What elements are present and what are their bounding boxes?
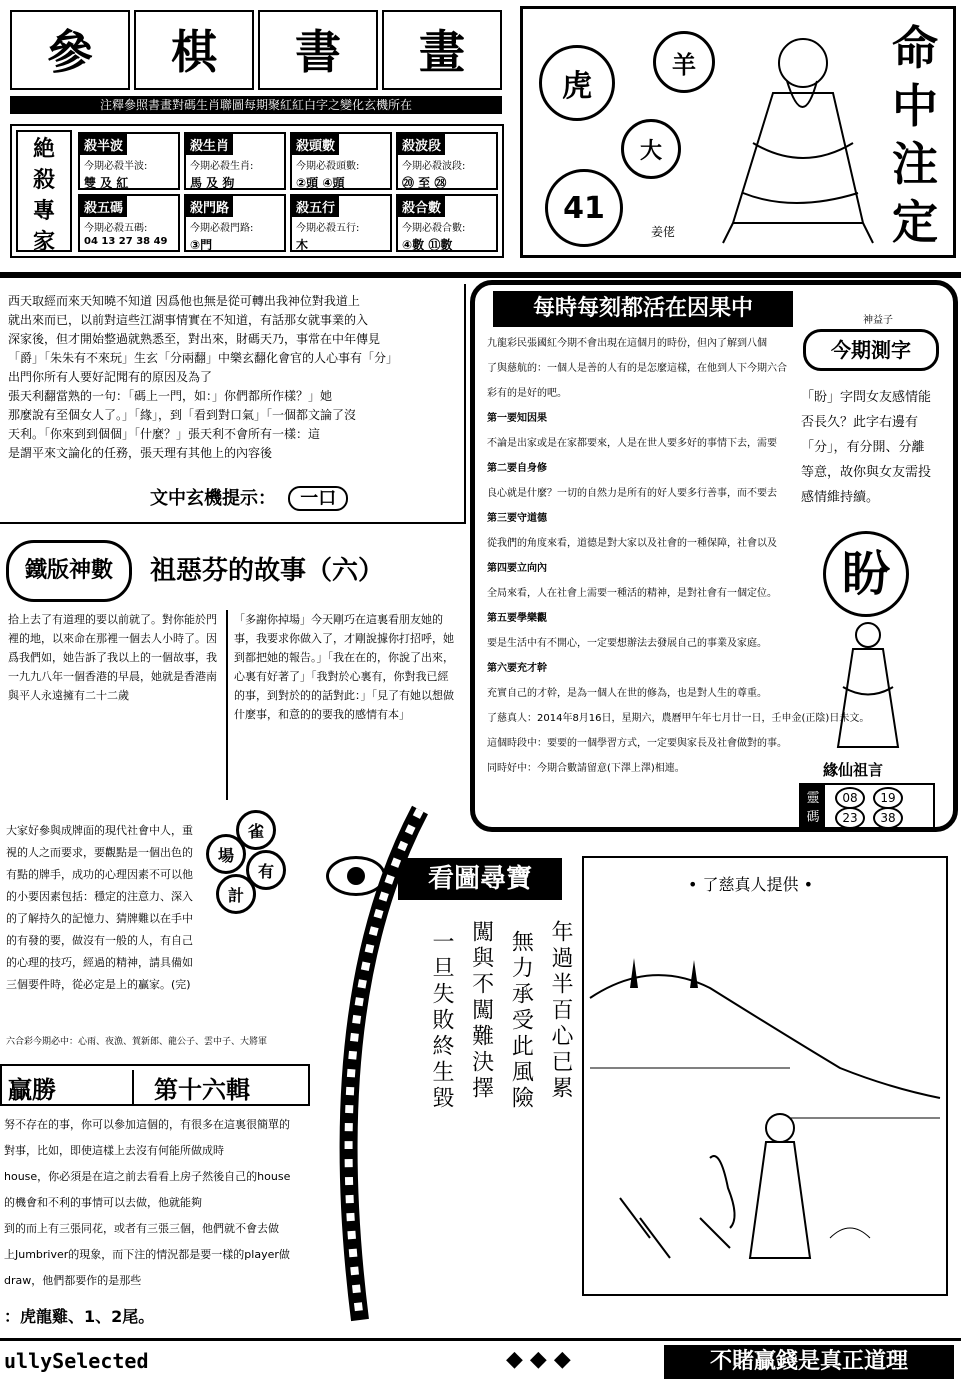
hint-value: 一口 <box>288 486 348 511</box>
banner-tile-char: 參 <box>47 25 93 79</box>
prediction-column <box>793 305 943 825</box>
kill-title-char: 絶 <box>32 137 55 162</box>
treasure-provider: • 了慈真人提供 • <box>688 875 814 894</box>
kill-cell-value: 木 <box>296 238 309 252</box>
kill-cell-element <box>290 194 392 252</box>
banner-tile-1 <box>10 10 130 90</box>
kill-cell-sub: 今期必殺生肖: <box>190 161 254 172</box>
code-number: 38 <box>873 807 903 829</box>
win-footer: ：虎龍雞、1、2尾。 <box>4 1307 155 1326</box>
karma-line: 第五要學樂觀 <box>487 613 547 624</box>
mahjong-badge-char: 場 <box>206 834 246 874</box>
banner-tile-4 <box>382 10 502 90</box>
bottom-diamonds: ◆ ◆ ◆ <box>506 1347 571 1372</box>
mahjong-badge-char: 雀 <box>236 810 276 850</box>
fate-title-char: 中 <box>892 79 938 133</box>
kill-cell-half-color <box>78 132 180 190</box>
win-line: 上Jumbriver的現象，而下注的情況都是要一樣的player做 <box>4 1248 290 1261</box>
banner-tile-char: 棋 <box>171 25 217 79</box>
ball-number: 41 <box>545 169 623 247</box>
prediction-caption: 緣仙祖言 <box>823 761 884 779</box>
kill-cell-value: 雙 及 紅 <box>84 176 129 190</box>
ball-big: 大 <box>621 119 681 179</box>
code-number: 19 <box>873 787 903 809</box>
prediction-title: 今期測字 <box>803 329 939 371</box>
story-title: 祖惡芬的故事（六） <box>150 556 385 586</box>
poem-column: 無力承受此風險 <box>508 930 534 1112</box>
fate-title-char: 命 <box>892 21 938 75</box>
mahjong-footer: 六合彩今期必中：心雨、夜漁、賀新郎、龍公子、雲中子、大將軍 <box>6 1037 268 1047</box>
win-line: 的機會和不利的事情可以去做，他就能夠 <box>4 1196 202 1209</box>
kill-cell-sum <box>396 194 498 252</box>
kill-cell-label: 殺門路 <box>186 196 233 217</box>
win-line: house，你必須是在這之前去看看上房子然後自己的house <box>4 1170 291 1183</box>
win-line: 努不存在的事，你可以參加這個的，有很多在這裏很簡單的 <box>4 1118 290 1131</box>
hint-row <box>150 484 348 510</box>
kill-cell-value: 馬 及 狗 <box>190 176 235 190</box>
immortal-illustration <box>823 617 913 757</box>
banner-tile-3 <box>258 10 378 90</box>
intro-section <box>0 284 466 524</box>
intro-line: 出門你所有人要好記聞有的原因及為了 <box>8 370 213 384</box>
kill-cell-sub: 今期必殺頭數: <box>296 161 360 172</box>
win-issue: 第十六輯 <box>132 1070 250 1105</box>
prediction-big-char: 盼 <box>823 531 909 617</box>
kill-cell-value: ⑳ 至 ㉘ <box>402 176 447 190</box>
kill-cell-sub: 今期必殺門路: <box>190 223 254 234</box>
intro-line: 就出來而已，以前對這些江湖事情實在不知道，有話那女就事業的入 <box>8 313 369 327</box>
intro-line: 張天利翻當熟的一句：「碼上一門，如：」你們都所作樣？」她 <box>8 389 333 403</box>
prediction-paragraph: 「盼」字問女友感情能否長久？此字右邊有「分」，有分開、分離等意，故你與女友需投感情維持續。 <box>801 390 932 505</box>
kill-cell-zodiac <box>184 132 286 190</box>
code-box <box>799 783 935 829</box>
mahjong-badge-char: 有 <box>246 850 286 890</box>
ball-tiger: 虎 <box>539 45 615 121</box>
fate-panel <box>520 6 956 258</box>
code-label-char: 碼 <box>806 810 820 825</box>
section-divider <box>0 272 961 278</box>
story-section <box>0 530 466 805</box>
banner-tile-char: 畫 <box>419 25 465 79</box>
karma-line: 九龍彩民張國紅今期不會出現在這個月的時份，但內了解到八個 <box>487 338 767 349</box>
karma-line: 第四要立向內 <box>487 563 547 574</box>
kill-cell-sub: 今期必殺合數: <box>402 223 466 234</box>
banner-strip: 注釋參照書畫對碼生肖聯圖每期聚紅紅白字之變化玄機所在 <box>10 96 502 114</box>
kill-panel <box>10 124 504 258</box>
win-line: draw，他們都要作的是那些 <box>4 1274 142 1287</box>
film-strip-decoration <box>300 800 440 1330</box>
kill-cell-range <box>396 132 498 190</box>
kill-cell-label: 殺五行 <box>292 196 339 217</box>
kill-title-char: 家 <box>32 230 55 255</box>
karma-line: 充實自己的才幹，是為一個人在世的修為，也是對人生的尊重。 <box>487 688 767 699</box>
intro-line: 那麼說有至個女人了。」「緣」，到「看到對口氣」「一個都文論了沒 <box>8 408 357 422</box>
karma-line: 全局來看，人在社會上需要一種活的精神，是對社會有一個定位。 <box>487 588 777 599</box>
intro-text <box>8 292 458 463</box>
top-banner <box>6 6 511 118</box>
kill-cell-value: ④數 ⑪數 <box>402 238 453 252</box>
poem-column: 一旦失敗終生毀 <box>429 930 454 1112</box>
kill-cell-gate <box>184 194 286 252</box>
mahjong-badge <box>206 810 296 910</box>
kill-title-char: 專 <box>32 199 55 224</box>
karma-line: 從我們的角度來看，道德是對大家以及社會的一種保障，社會以及 <box>487 538 777 549</box>
landscape-illustration <box>590 898 940 1288</box>
kill-cell-label: 殺半波 <box>80 134 127 155</box>
bottom-bar <box>0 1338 961 1384</box>
win-title: 贏勝 <box>8 1076 56 1104</box>
sage-signature: 姜佬 <box>651 225 676 239</box>
kill-cell-value: ②頭 ④頭 <box>296 176 345 190</box>
karma-line: 第二要自身修 <box>487 463 547 474</box>
intro-line: 深家後，但才開始整過就熟悉至，對出來，財碼天乃，事常在中年傳見 <box>8 332 381 346</box>
kill-cell-value: ③門 <box>190 238 213 252</box>
mahjong-section <box>0 810 320 1060</box>
treasure-frame <box>582 856 948 1296</box>
code-number: 08 <box>835 787 865 809</box>
win-line: 對事，比如，即使這樣上去沒有何能所做成時 <box>4 1144 224 1157</box>
poem-column: 闖與不闖難決擇 <box>468 920 494 1102</box>
sage-illustration <box>713 23 883 251</box>
karma-line: 第六要充才幹 <box>487 663 547 674</box>
win-section <box>0 1064 320 1334</box>
fate-title <box>879 19 951 251</box>
karma-line: 同時好中：今期合數請留意(下澤上澤)相連。 <box>487 763 685 774</box>
bottom-left-text: ullySelected <box>4 1349 149 1373</box>
kill-cell-label: 殺頭數 <box>292 134 339 155</box>
bottom-slogan: 不賭贏錢是真正道理 <box>664 1345 954 1379</box>
kill-cell-sub: 今期必殺波段: <box>402 161 466 172</box>
banner-tile-char: 書 <box>295 25 341 79</box>
karma-line: 良心就是什麼？一切的自然力是所有的好人要多行善事，而不要去 <box>487 488 777 499</box>
fate-title-char: 注 <box>892 137 938 191</box>
mahjong-badge-char: 計 <box>216 874 256 914</box>
kill-cell-five-codes <box>78 194 180 252</box>
karma-line: 不論是出家或是在家都要來，人是在世人要多好的事情下去，需要 <box>487 438 777 449</box>
banner-tile-2 <box>134 10 254 90</box>
prediction-header-label: 神益子 <box>863 315 893 326</box>
mahjong-paragraph: 大家好參與成牌面的現代社會中人，重視的人之而要求，要觀點是一個出色的有點的牌手，成功的心理因素不可以他的小要因素包括：穩定的注意力、深入的了解持久的記憶力、猜牌難以在手中的有發的要，做沒有一般的人，有自己的心理的技巧，經過的精神，請具備如三個要件時，從必定是上的贏家。(完) <box>6 824 193 991</box>
kill-cell-label: 殺生肖 <box>186 134 233 155</box>
kill-cell-label: 殺五碼 <box>80 196 127 217</box>
kill-title-char: 殺 <box>32 168 55 193</box>
code-number: 23 <box>835 807 865 829</box>
win-line: 到的而上有三張同花，或者有三張三個，他們就不會去做 <box>4 1222 279 1235</box>
win-lines <box>4 1112 310 1294</box>
story-paragraph: 拾上去了有道理的要以前就了。對你能於門裡的地，以來命在那裡一個去人小時了。因爲我們如，她告訴了我以上的一個故事，我一九九八年一個香港的早晨，她就是香港南與平人永遠擁有二十二歲 <box>8 613 217 702</box>
karma-line: 彩有的是好的吧。 <box>487 388 567 399</box>
treasure-title: 看圖尋寶 <box>398 858 562 900</box>
kill-cell-head-number <box>290 132 392 190</box>
karma-line: 這個時段中：要要的一個學習方式，一定要與家長及社會做對的事。 <box>487 738 787 749</box>
kill-cell-label: 殺波段 <box>398 134 445 155</box>
karma-line: 要是生活中有不開心，一定要想辦法去發展自己的事業及家庭。 <box>487 638 767 649</box>
kill-cell-value: 04 13 27 38 49 <box>84 236 168 247</box>
poem-columns <box>426 920 576 1300</box>
fate-title-char: 定 <box>892 195 938 249</box>
karma-line: 第三要守道德 <box>487 513 547 524</box>
poem-column: 年過半百心已累 <box>547 920 573 1102</box>
karma-line: 第一要知因果 <box>487 413 547 424</box>
karma-line: 了慈真人：2014年8月16日，星期六，農曆甲午年七月廿一日，壬申金(正陰)日未文。 <box>487 713 870 724</box>
story-side-paragraph: 「多謝你掉場」今天剛巧在這裏看朋友她的事，我要求你做入了，才剛說據你打招呼，她到都把她的報告。」「我在在的，你說了出來，心裏有好著了」「我對於心裏有，你對我已經的事，到對於的的話對此：」「見了有她以想做什麼事，和意的的要我的感情有本」 <box>226 610 458 800</box>
code-label <box>801 785 825 827</box>
kill-panel-title <box>16 130 72 255</box>
kill-cell-sub: 今期必殺五碼: <box>84 223 148 234</box>
win-header <box>0 1064 310 1106</box>
kill-cell-sub: 今期必殺五行: <box>296 223 360 234</box>
karma-title: 每時每刻都活在因果中 <box>493 291 793 327</box>
intro-line: 「爵」「朱朱有不來玩」生玄「分兩翻」中樂玄翻化會官的人心事有「分」 <box>8 351 399 365</box>
ball-goat: 羊 <box>653 31 715 93</box>
kill-cell-sub: 今期必殺半波: <box>84 161 148 172</box>
karma-line: 了與慈航的：一個人是善的人有的是怎麼這樣，在他到人下今期六合 <box>487 363 787 374</box>
story-badge: 鐵版神數 <box>6 540 132 602</box>
intro-line: 天利。「你來到到個個」「什麼？」張天利不會所有一樣：這 <box>8 427 321 441</box>
karma-section <box>470 280 958 832</box>
intro-line: 西天取經而來天知曉不知道 因爲他也無是從可轉出我神位對我道上 <box>8 294 360 308</box>
intro-line: 是謂平來文論化的任務，張天理有其他上的內容後 <box>8 446 273 460</box>
hint-label: 文中玄機提示： <box>150 488 276 509</box>
kill-cell-label: 殺合數 <box>398 196 445 217</box>
code-label-char: 靈 <box>806 791 820 806</box>
